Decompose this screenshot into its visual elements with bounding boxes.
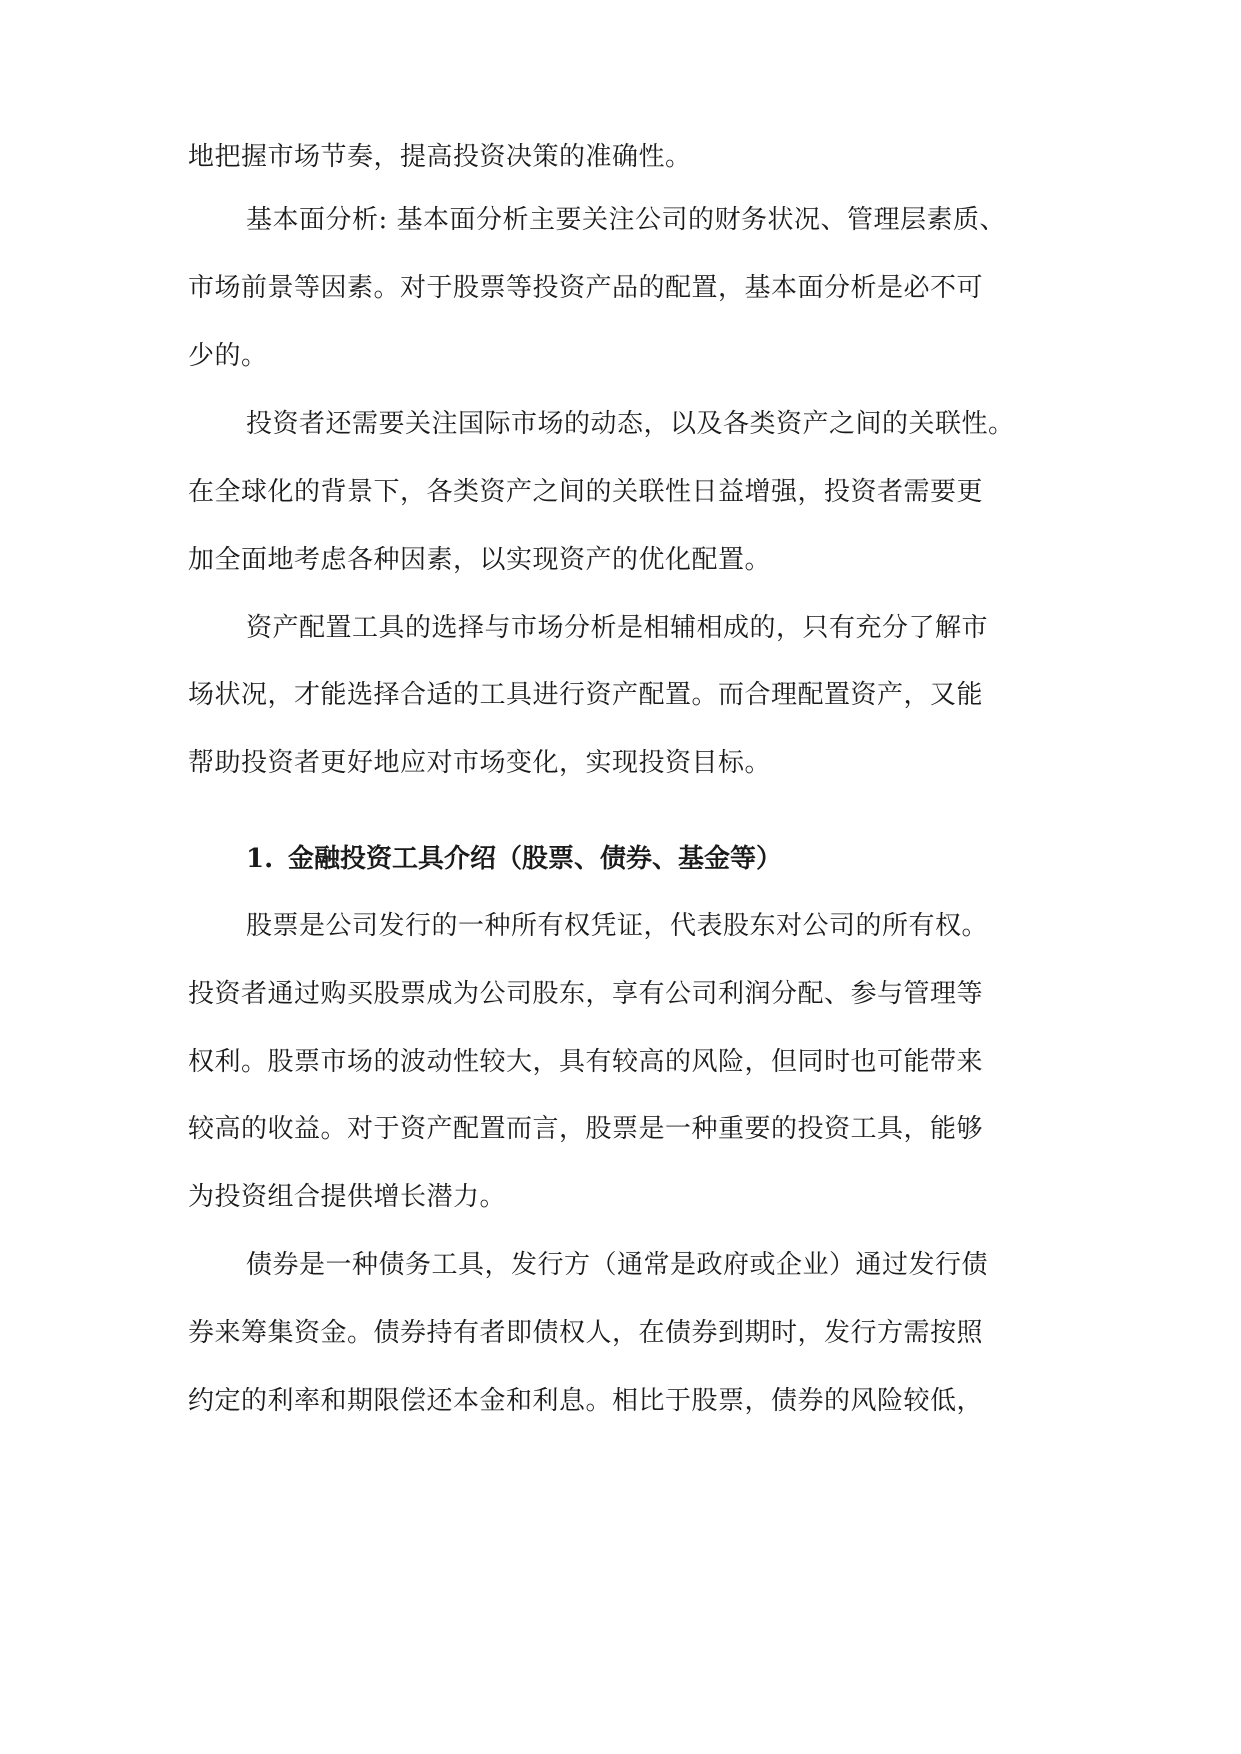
paragraph-line: 市场前景等因素。对于股票等投资产品的配置，基本面分析是必不可 [188,273,984,303]
paragraph-line: 投资者还需要关注国际市场的动态，以及各类资产之间的关联性。 [246,409,1015,439]
paragraph-line: 少的。 [188,341,268,371]
section-title: 金融投资工具介绍（股票、债券、基金等） [288,844,783,874]
section-number: 1. [246,844,274,874]
paragraph-line: 加全面地考虑各种因素，以实现资产的优化配置。 [188,545,772,575]
paragraph-line: 资产配置工具的选择与市场分析是相辅相成的，只有充分了解市 [246,613,989,643]
paragraph-line: 帮助投资者更好地应对市场变化，实现投资目标。 [188,748,772,778]
paragraph-line: 地把握市场节奏，提高投资决策的准确性。 [188,142,692,172]
paragraph-line: 基本面分析: 基本面分析主要关注公司的财务状况、管理层素质、 [246,205,1007,235]
paragraph-line: 约定的利率和期限偿还本金和利息。相比于股票，债券的风险较低， [188,1386,984,1416]
paragraph-line: 债券是一种债务工具，发行方（通常是政府或企业）通过发行债 [246,1250,989,1280]
paragraph-line: 投资者通过购买股票成为公司股东，享有公司利润分配、参与管理等 [188,979,984,1009]
paragraph-line: 场状况，才能选择合适的工具进行资产配置。而合理配置资产，又能 [188,680,984,710]
section-heading [246,839,782,879]
paragraph-line: 较高的收益。对于资产配置而言，股票是一种重要的投资工具，能够 [188,1114,984,1144]
paragraph-line: 在全球化的背景下，各类资产之间的关联性日益增强，投资者需要更 [188,477,984,507]
paragraph-line: 为投资组合提供增长潜力。 [188,1182,507,1212]
paragraph-line: 券来筹集资金。债券持有者即债权人，在债券到期时，发行方需按照 [188,1318,984,1348]
paragraph-line: 股票是公司发行的一种所有权凭证，代表股东对公司的所有权。 [246,911,989,941]
paragraph-line: 权利。股票市场的波动性较大，具有较高的风险，但同时也可能带来 [188,1047,984,1077]
